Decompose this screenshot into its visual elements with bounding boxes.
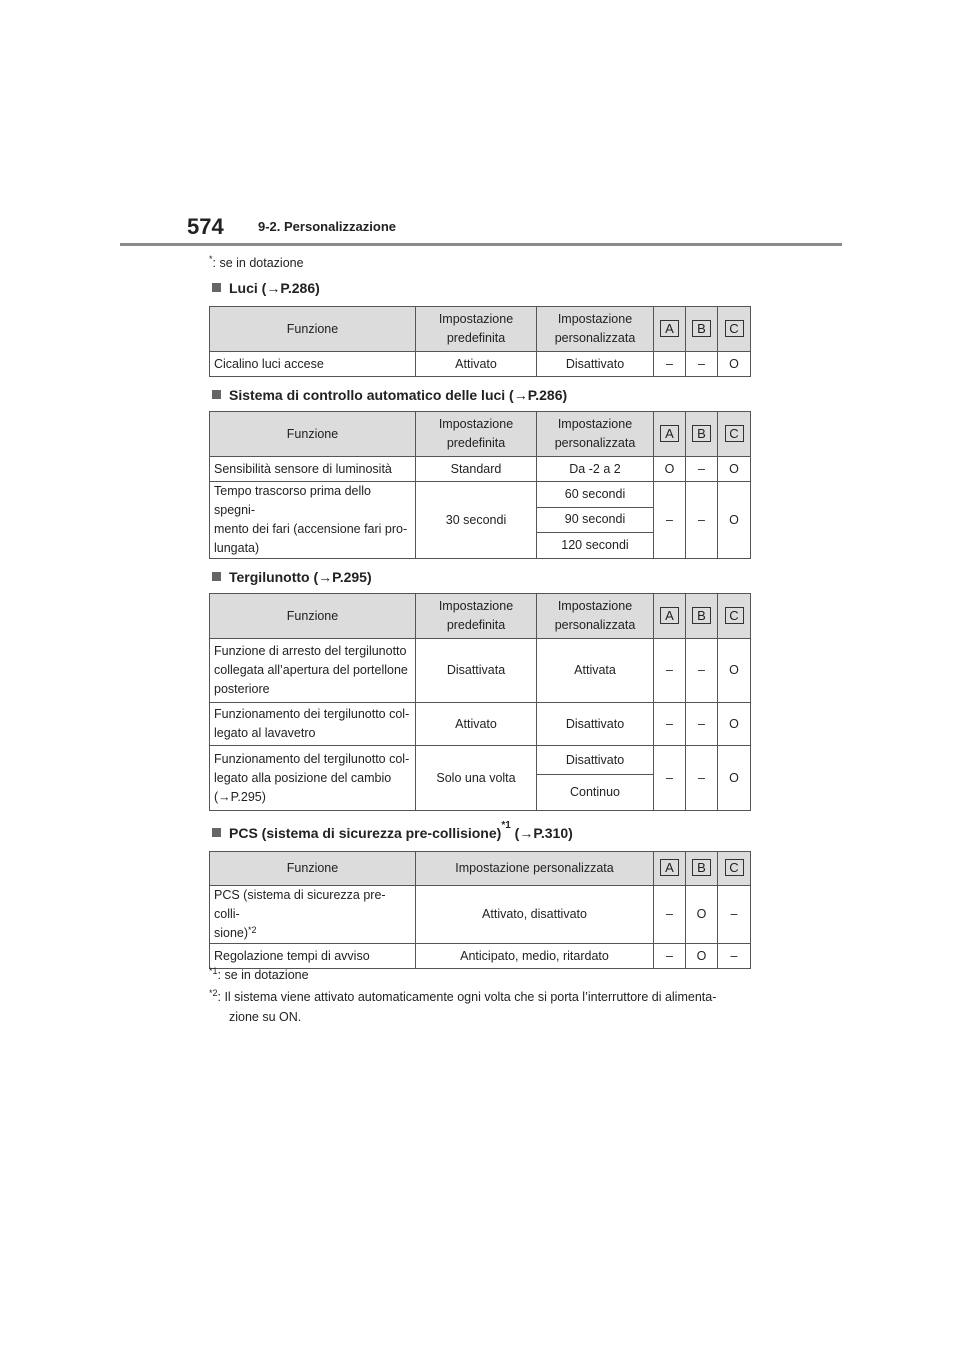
col-c: [718, 307, 751, 352]
bullet-square-icon: [212, 828, 221, 837]
table-header-row: [210, 307, 751, 352]
heading-ref: (→P.310): [510, 825, 573, 841]
heading-sistema: [212, 387, 567, 403]
table-row: Funzionamento del tergilunotto col- legato alla posizione del cambio (→P.295) Solo una volta Disattivato – – O: [210, 746, 751, 775]
col-c: [718, 412, 751, 457]
table-row: Funzione di arresto del tergilunotto collegata all’apertura del portellone posteriore Disattivata Attivata – – O: [210, 639, 751, 703]
bullet-square-icon: [212, 572, 221, 581]
col-predefinita: Impostazione predefinita: [416, 594, 537, 639]
note-text: : se in dotazione: [212, 256, 304, 270]
heading-sup: *1: [501, 820, 511, 831]
table-tergilunotto: [209, 593, 751, 811]
heading-text: Tergilunotto (→P.295): [229, 569, 372, 585]
col-personalizzata: Impostazione personalizzata: [537, 307, 654, 352]
table-header-row: [210, 852, 751, 886]
b-box-icon: B: [692, 425, 711, 442]
table-header-row: [210, 412, 751, 457]
table-row: Tempo trascorso prima dello spegni- mento dei fari (accensione fari pro- lungata) 30 secondi 60 secondi – – O: [210, 482, 751, 508]
heading-text: Luci (→P.286): [229, 280, 320, 296]
table-row: PCS (sistema di sicurezza pre-colli- sione)$^{*2}$ Attivato, disattivato – O –: [210, 886, 751, 944]
col-b: [686, 307, 718, 352]
table-row: Sensibilità sensore di luminosità Standard Da -2 a 2 O – O: [210, 457, 751, 482]
table-row: Regolazione tempi di avviso Anticipato, medio, ritardato – O –: [210, 944, 751, 969]
col-b: [686, 852, 718, 886]
col-predefinita: Impostazione predefinita: [416, 307, 537, 352]
col-a: [654, 307, 686, 352]
heading-text: PCS (sistema di sicurezza pre-collisione): [229, 825, 502, 841]
a-box-icon: A: [660, 607, 679, 624]
a-box-icon: A: [660, 425, 679, 442]
col-a: [654, 412, 686, 457]
table-row: 90 secondi: [210, 507, 751, 533]
col-personalizzata: Impostazione personalizzata: [537, 412, 654, 457]
col-funzione: Funzione: [210, 852, 416, 886]
c-box-icon: C: [725, 320, 744, 337]
col-funzione: Funzione: [210, 412, 416, 457]
col-b: [686, 412, 718, 457]
col-c: [718, 594, 751, 639]
table-row: Cicalino luci accese Attivato Disattivato – – O: [210, 352, 751, 377]
col-personalizzata: Impostazione personalizzata: [416, 852, 654, 886]
c-box-icon: C: [725, 425, 744, 442]
footnote-1: $^{*1}$: se in dotazione: [209, 966, 309, 982]
heading-luci: [212, 280, 320, 296]
section-title: 9-2. Personalizzazione: [258, 219, 396, 234]
bullet-square-icon: [212, 390, 221, 399]
note-mark: *: [209, 254, 213, 264]
table-row: Funzionamento dei tergilunotto col- legato al lavavetro Attivato Disattivato – – O: [210, 703, 751, 746]
c-box-icon: C: [725, 607, 744, 624]
col-personalizzata: Impostazione personalizzata: [537, 594, 654, 639]
bullet-square-icon: [212, 283, 221, 292]
col-funzione: Funzione: [210, 594, 416, 639]
a-box-icon: A: [660, 859, 679, 876]
heading-pcs: [212, 820, 573, 841]
footnote-2: $^{*2}$: Il sistema viene attivato automaticamente ogni volta che si porta l’interruttore di alimenta- zione su ON.: [209, 988, 717, 1024]
col-funzione: Funzione: [210, 307, 416, 352]
b-box-icon: B: [692, 859, 711, 876]
a-box-icon: A: [660, 320, 679, 337]
c-box-icon: C: [725, 859, 744, 876]
col-c: [718, 852, 751, 886]
table-sistema: [209, 411, 751, 559]
table-luci: [209, 306, 751, 377]
page-number: 574: [187, 214, 224, 239]
table-row: 120 secondi: [210, 533, 751, 559]
top-note: [209, 252, 304, 274]
col-a: [654, 852, 686, 886]
b-box-icon: B: [692, 607, 711, 624]
b-box-icon: B: [692, 320, 711, 337]
header-rule: [120, 243, 842, 246]
table-row: Continuo: [210, 775, 751, 811]
table-header-row: [210, 594, 751, 639]
heading-text: Sistema di controllo automatico delle luci (→P.286): [229, 387, 568, 403]
col-b: [686, 594, 718, 639]
col-a: [654, 594, 686, 639]
table-pcs: [209, 851, 751, 969]
heading-tergilunotto: [212, 569, 372, 585]
col-predefinita: Impostazione predefinita: [416, 412, 537, 457]
